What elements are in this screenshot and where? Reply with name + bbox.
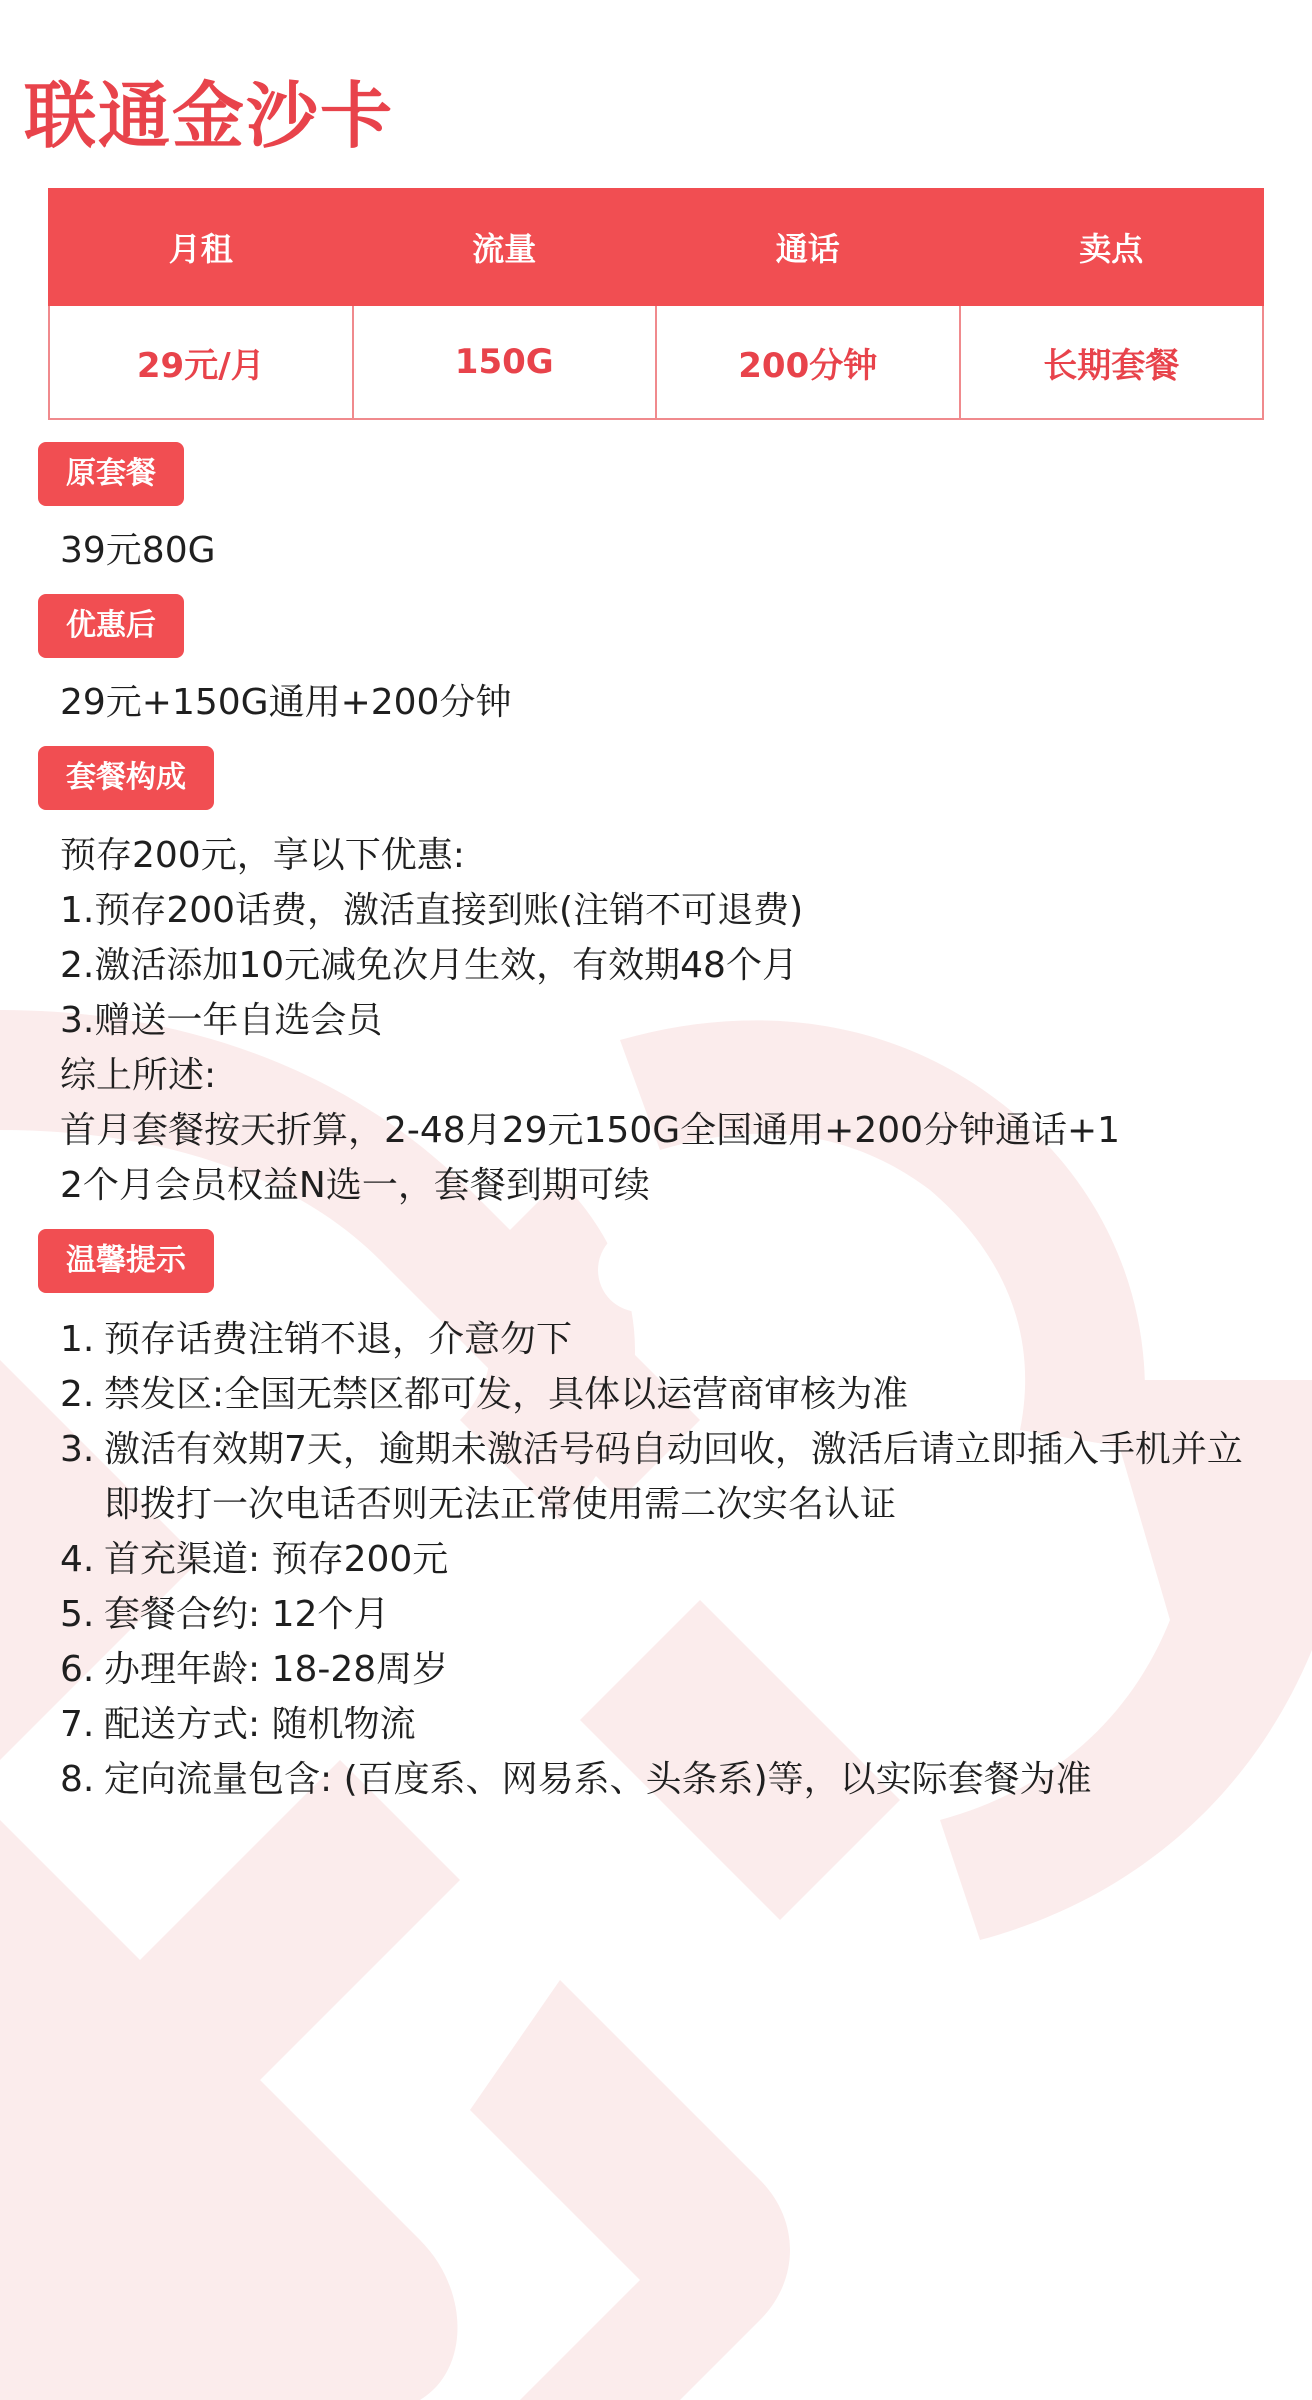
composition-line: 1.预存200话费，激活直接到账(注销不可退费) [60, 890, 804, 931]
tip-text: 定向流量包含: (百度系、网易系、头条系)等，以实际套餐为准 [104, 1759, 1092, 1800]
tip-text: 激活有效期7天，逾期未激活号码自动回收，激活后请立即插入手机并立即拨打一次电话否则无法正常使用需二次实名认证 [104, 1429, 1243, 1525]
page-title: 联通金沙卡 [24, 74, 395, 158]
header-selling-point: 卖点 [960, 189, 1264, 305]
list-item [60, 1752, 1260, 1807]
tip-number: 6. [60, 1649, 95, 1690]
composition-line: 首月套餐按天折算，2-48月29元150G全国通用+200分钟通话+1 [60, 1110, 1121, 1151]
tip-number: 8. [60, 1759, 95, 1800]
plan-summary-table [48, 188, 1264, 420]
tip-number: 4. [60, 1539, 95, 1580]
tips-list [60, 1312, 1260, 1807]
tip-number: 7. [60, 1704, 95, 1745]
tips-tag: 温馨提示 [38, 1229, 214, 1293]
composition-line: 2个月会员权益N选一，套餐到期可续 [60, 1165, 650, 1206]
header-calls: 通话 [656, 189, 960, 305]
composition-line: 2.激活添加10元减免次月生效，有效期48个月 [60, 945, 798, 986]
table-header-row [49, 189, 1263, 305]
composition-line: 3.赠送一年自选会员 [60, 1000, 383, 1041]
composition-list [60, 828, 1260, 1213]
list-item [60, 1532, 1260, 1587]
tip-text: 办理年龄: 18-28周岁 [104, 1649, 449, 1690]
tip-text: 配送方式: 随机物流 [104, 1704, 416, 1745]
tip-number: 2. [60, 1374, 95, 1415]
value-calls: 200分钟 [656, 305, 960, 419]
tip-text: 禁发区:全国无禁区都可发，具体以运营商审核为准 [104, 1374, 909, 1415]
tip-text: 预存话费注销不退，介意勿下 [104, 1319, 573, 1360]
original-plan-text: 39元80G [60, 530, 216, 571]
tip-text: 套餐合约: 12个月 [104, 1594, 390, 1635]
value-monthly-fee: 29元/月 [49, 305, 353, 419]
list-item [60, 1642, 1260, 1697]
original-plan-tag: 原套餐 [38, 442, 184, 506]
list-item [60, 1367, 1260, 1422]
tip-number: 3. [60, 1429, 95, 1470]
composition-line: 预存200元，享以下优惠: [60, 835, 465, 876]
value-data: 150G [353, 305, 657, 419]
tip-text: 首充渠道: 预存200元 [104, 1539, 449, 1580]
list-item [60, 1587, 1260, 1642]
composition-tag: 套餐构成 [38, 746, 214, 810]
tip-number: 5. [60, 1594, 95, 1635]
discounted-plan-text: 29元+150G通用+200分钟 [60, 682, 512, 723]
discounted-plan-tag: 优惠后 [38, 594, 184, 658]
table-row [49, 305, 1263, 419]
header-monthly-fee: 月租 [49, 189, 353, 305]
list-item [60, 1312, 1260, 1367]
tip-number: 1. [60, 1319, 95, 1360]
list-item [60, 1422, 1260, 1532]
composition-line: 综上所述: [60, 1055, 217, 1096]
value-selling-point: 长期套餐 [960, 305, 1264, 419]
header-data: 流量 [353, 189, 657, 305]
list-item [60, 1697, 1260, 1752]
